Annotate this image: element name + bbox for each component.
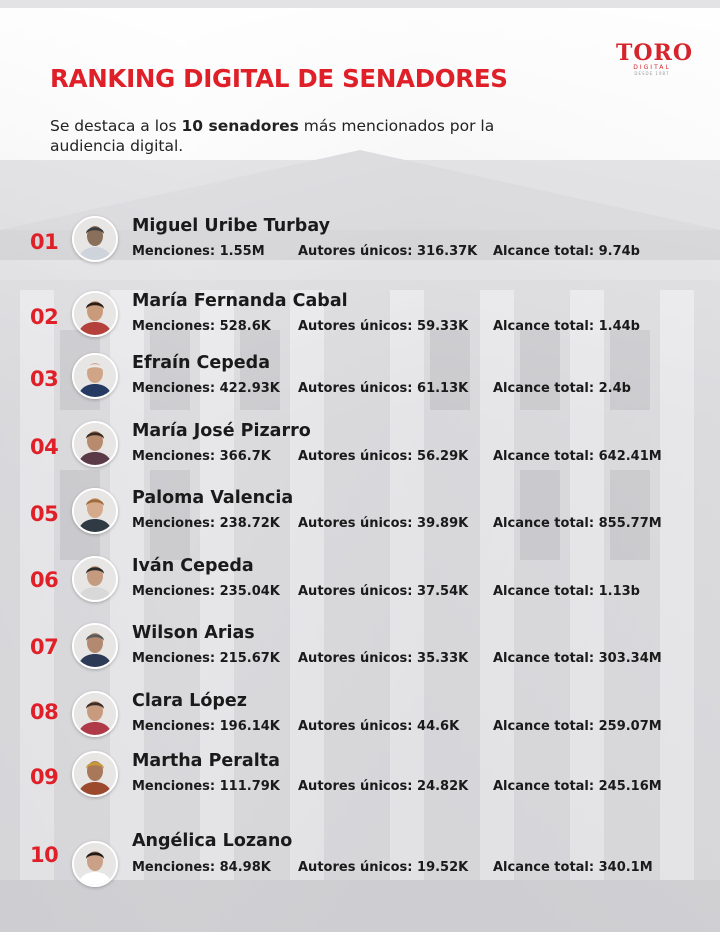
avatar	[72, 841, 118, 887]
senator-row	[0, 550, 720, 610]
rank-number: 08	[30, 700, 59, 724]
unique-authors-stat: Autores únicos: 61.13K	[298, 381, 469, 396]
subtitle-highlight: 10 senadores	[181, 117, 299, 135]
mentions-stat: Menciones: 1.55M	[132, 244, 265, 259]
portrait-photo	[74, 843, 116, 885]
rank-number: 07	[30, 635, 59, 659]
total-reach-stat: Alcance total: 855.77M	[493, 516, 662, 531]
avatar	[72, 751, 118, 797]
senator-row	[0, 482, 720, 542]
senator-name: Angélica Lozano	[132, 831, 293, 851]
unique-authors-stat: Autores únicos: 19.52K	[298, 860, 469, 875]
senator-name: María Fernanda Cabal	[132, 291, 348, 311]
senator-row	[0, 347, 720, 407]
mentions-stat: Menciones: 422.93K	[132, 381, 280, 396]
rank-number: 06	[30, 568, 59, 592]
total-reach-stat: Alcance total: 259.07M	[493, 719, 662, 734]
senator-name: María José Pizarro	[132, 421, 311, 441]
senator-row	[0, 745, 720, 805]
avatar	[72, 353, 118, 399]
avatar	[72, 556, 118, 602]
page-subtitle	[50, 116, 520, 156]
total-reach-stat: Alcance total: 642.41M	[493, 449, 662, 464]
mentions-stat: Menciones: 235.04K	[132, 584, 280, 599]
portrait-photo	[74, 423, 116, 465]
total-reach-stat: Alcance total: 1.44b	[493, 319, 640, 334]
total-reach-stat: Alcance total: 340.1M	[493, 860, 653, 875]
total-reach-stat: Alcance total: 303.34M	[493, 651, 662, 666]
logo-wordmark: TORO	[616, 40, 693, 66]
unique-authors-stat: Autores únicos: 35.33K	[298, 651, 469, 666]
senator-row	[0, 617, 720, 677]
senator-name: Efraín Cepeda	[132, 353, 271, 373]
rank-number: 02	[30, 305, 59, 329]
avatar	[72, 691, 118, 737]
senator-name: Clara López	[132, 691, 247, 711]
senator-name: Paloma Valencia	[132, 488, 294, 508]
mentions-stat: Menciones: 111.79K	[132, 779, 280, 794]
toro-digital-logo	[616, 40, 693, 76]
logo-tagline: DESDE 1987	[634, 71, 670, 76]
rank-number: 10	[30, 843, 59, 867]
portrait-photo	[74, 753, 116, 795]
unique-authors-stat: Autores únicos: 59.33K	[298, 319, 469, 334]
senator-name: Iván Cepeda	[132, 556, 254, 576]
total-reach-stat: Alcance total: 2.4b	[493, 381, 631, 396]
top-strip	[0, 0, 720, 8]
unique-authors-stat: Autores únicos: 24.82K	[298, 779, 469, 794]
rank-number: 03	[30, 367, 59, 391]
senator-row	[0, 285, 720, 345]
portrait-photo	[74, 490, 116, 532]
senator-row	[0, 210, 720, 270]
portrait-photo	[74, 693, 116, 735]
avatar	[72, 623, 118, 669]
rank-number: 04	[30, 435, 59, 459]
rank-number: 01	[30, 230, 59, 254]
senator-name: Martha Peralta	[132, 751, 280, 771]
senator-row	[0, 823, 720, 883]
subtitle-part2: más mencionados por la audiencia digital.	[50, 117, 495, 155]
mentions-stat: Menciones: 528.6K	[132, 319, 271, 334]
senator-row	[0, 415, 720, 475]
total-reach-stat: Alcance total: 245.16M	[493, 779, 662, 794]
mentions-stat: Menciones: 366.7K	[132, 449, 271, 464]
portrait-photo	[74, 293, 116, 335]
total-reach-stat: Alcance total: 1.13b	[493, 584, 640, 599]
mentions-stat: Menciones: 196.14K	[132, 719, 280, 734]
rank-number: 09	[30, 765, 59, 789]
unique-authors-stat: Autores únicos: 37.54K	[298, 584, 469, 599]
portrait-photo	[74, 625, 116, 667]
unique-authors-stat: Autores únicos: 56.29K	[298, 449, 469, 464]
avatar	[72, 216, 118, 262]
portrait-photo	[74, 355, 116, 397]
senator-row	[0, 685, 720, 745]
portrait-photo	[74, 558, 116, 600]
unique-authors-stat: Autores únicos: 39.89K	[298, 516, 469, 531]
mentions-stat: Menciones: 215.67K	[132, 651, 280, 666]
page-title: RANKING DIGITAL DE SENADORES	[50, 64, 508, 93]
unique-authors-stat: Autores únicos: 44.6K	[298, 719, 460, 734]
avatar	[72, 488, 118, 534]
avatar	[72, 291, 118, 337]
total-reach-stat: Alcance total: 9.74b	[493, 244, 640, 259]
avatar	[72, 421, 118, 467]
rank-number: 05	[30, 502, 59, 526]
subtitle-part1: Se destaca a los	[50, 117, 182, 135]
portrait-photo	[74, 218, 116, 260]
senator-name: Wilson Arias	[132, 623, 255, 643]
mentions-stat: Menciones: 84.98K	[132, 860, 271, 875]
unique-authors-stat: Autores únicos: 316.37K	[298, 244, 478, 259]
senator-name: Miguel Uribe Turbay	[132, 216, 330, 236]
logo-subtext: DIGITAL	[633, 64, 671, 71]
mentions-stat: Menciones: 238.72K	[132, 516, 280, 531]
